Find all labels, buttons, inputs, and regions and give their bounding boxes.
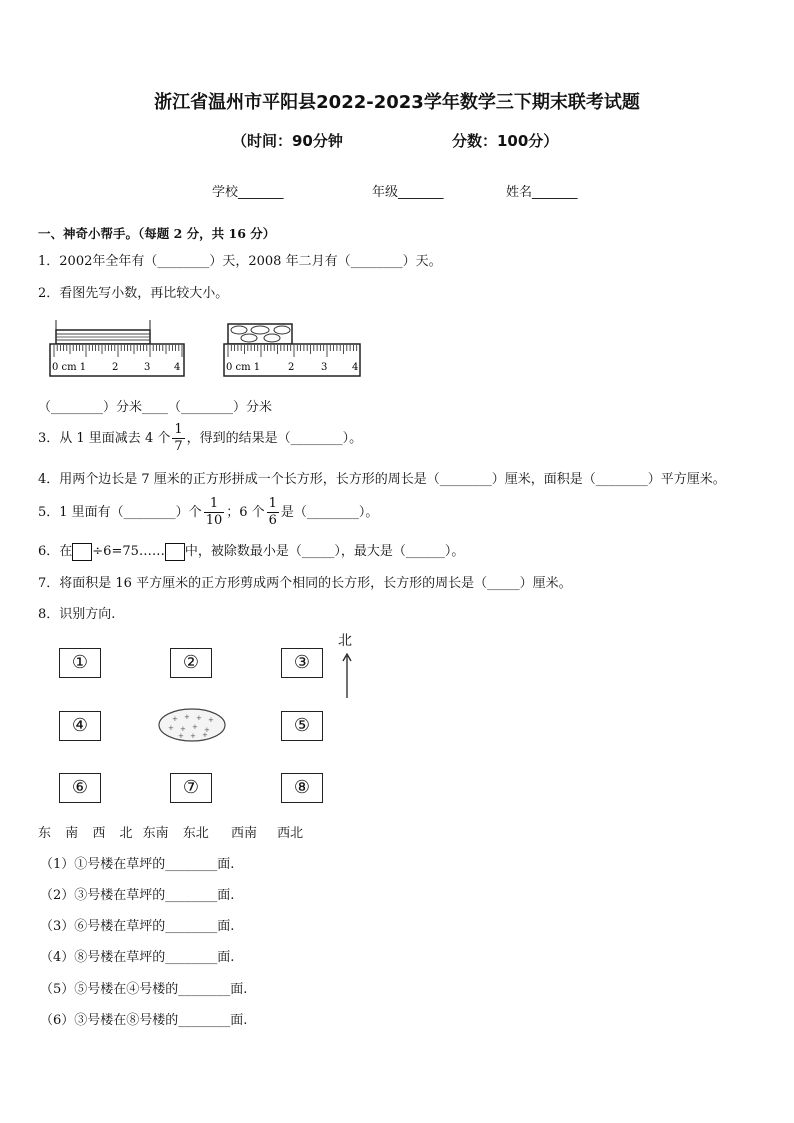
question-5-text-c: 是（________）。 <box>280 505 379 520</box>
building-2: ② <box>170 648 212 678</box>
question-6 <box>38 540 464 561</box>
ruler2-label-2: 2 <box>288 362 295 373</box>
question-2-answer: （________）分米____（________）分米 <box>38 400 273 415</box>
svg-text:+: + <box>208 716 214 724</box>
direction-southwest: 西南 <box>230 826 257 841</box>
building-6: ⑥ <box>59 773 101 803</box>
question-1: 1．2002年全年有（________）天，2008 年二月有（________）天。 <box>38 254 442 269</box>
svg-text:+: + <box>172 715 178 723</box>
svg-text:+: + <box>180 725 186 733</box>
svg-text:+: + <box>196 714 202 722</box>
question-3 <box>38 422 362 455</box>
ruler1-label-2: 2 <box>112 362 119 373</box>
svg-text:+: + <box>204 726 210 734</box>
page-title: 浙江省温州市平阳县2022-2023学年数学三下期末联考试题 <box>154 92 640 113</box>
direction-east: 东 <box>38 826 52 841</box>
question-3-text-a: 3．从 1 里面减去 4 个 <box>38 431 171 446</box>
question-8: 8．识别方向. <box>38 607 116 622</box>
building-8: ⑧ <box>281 773 323 803</box>
direction-northwest: 西北 <box>277 826 304 841</box>
subquestion-5: （5）⑤号楼在④号楼的________面. <box>40 982 248 997</box>
direction-north: 北 <box>119 826 133 841</box>
question-6-text-a: 6．在 <box>38 544 73 559</box>
ruler-figure-2 <box>222 314 367 380</box>
building-3: ③ <box>281 648 323 678</box>
ruler2-label-0: 0 cm 1 <box>226 362 261 373</box>
fraction-denominator: 6 <box>268 513 277 528</box>
subquestion-2: （2）③号楼在草坪的________面. <box>40 888 235 903</box>
subquestion-1: （1）①号楼在草坪的________面. <box>40 857 235 872</box>
exam-time: （时间：90分钟 <box>232 132 343 150</box>
ruler1-label-0: 0 cm 1 <box>52 362 87 373</box>
school-field: 学校_______ <box>212 185 284 200</box>
direction-word-list <box>38 822 313 841</box>
section-heading: 一、神奇小帮手。（每题 2 分，共 16 分） <box>38 226 276 241</box>
blank-box-remainder <box>165 543 185 561</box>
question-6-text-c: 中，被除数最小是（_____），最大是（______）。 <box>184 544 465 559</box>
blank-box-dividend <box>72 543 92 561</box>
ruler2-label-3: 3 <box>321 362 328 373</box>
subquestion-4: （4）⑧号楼在草坪的________面. <box>40 950 235 965</box>
question-6-text-b: ÷6=75…… <box>92 544 165 559</box>
building-4: ④ <box>59 711 101 741</box>
fraction-1-6 <box>267 496 279 529</box>
fraction-1-10 <box>204 496 225 529</box>
question-5-text-a: 5．1 里面有（________）个 <box>38 505 202 520</box>
question-7: 7．将面积是 16 平方厘米的正方形剪成两个相同的长方形，长方形的周长是（_____）厘米。 <box>38 576 572 591</box>
svg-text:+: + <box>178 732 184 740</box>
question-2: 2．看图先写小数，再比较大小。 <box>38 286 229 301</box>
fraction-numerator: 1 <box>268 496 277 511</box>
fraction-numerator: 1 <box>174 422 183 437</box>
svg-text:+: + <box>202 731 208 739</box>
name-field: 姓名_______ <box>506 185 578 200</box>
ruler2-label-4: 4 <box>352 362 359 373</box>
grade-field: 年级_______ <box>372 185 444 200</box>
subquestion-3: （3）⑥号楼在草坪的________面. <box>40 919 235 934</box>
building-5: ⑤ <box>281 711 323 741</box>
svg-text:+: + <box>192 723 198 731</box>
building-7: ⑦ <box>170 773 212 803</box>
question-5-text-b: ；6 个 <box>226 505 265 520</box>
building-1: ① <box>59 648 101 678</box>
svg-text:+: + <box>190 732 196 740</box>
ruler-figure-1 <box>48 314 188 380</box>
question-4: 4．用两个边长是 7 厘米的正方形拼成一个长方形，长方形的周长是（________）厘米，面积是（________）平方厘米。 <box>38 472 726 487</box>
fraction-1-7 <box>172 422 184 455</box>
ruler1-label-4: 4 <box>174 362 181 373</box>
exam-score: 分数：100分） <box>452 132 559 150</box>
measured-strip-1 <box>56 320 150 344</box>
fraction-denominator: 10 <box>205 513 223 528</box>
direction-northeast: 东北 <box>182 826 209 841</box>
direction-west: 西 <box>92 826 106 841</box>
lawn-ellipse <box>156 706 228 744</box>
direction-south: 南 <box>65 826 79 841</box>
fraction-numerator: 1 <box>204 496 225 513</box>
question-5 <box>38 496 378 529</box>
north-arrow-icon <box>340 652 354 700</box>
svg-text:+: + <box>168 724 174 732</box>
question-3-text-b: ，得到的结果是（________）。 <box>186 431 363 446</box>
measured-strip-2 <box>228 324 292 344</box>
north-label: 北 <box>338 633 352 649</box>
direction-southeast: 东南 <box>142 826 169 841</box>
fraction-denominator: 7 <box>174 439 183 454</box>
svg-text:+: + <box>184 713 190 721</box>
subquestion-6: （6）③号楼在⑧号楼的________面. <box>40 1013 248 1028</box>
ruler1-label-3: 3 <box>144 362 151 373</box>
